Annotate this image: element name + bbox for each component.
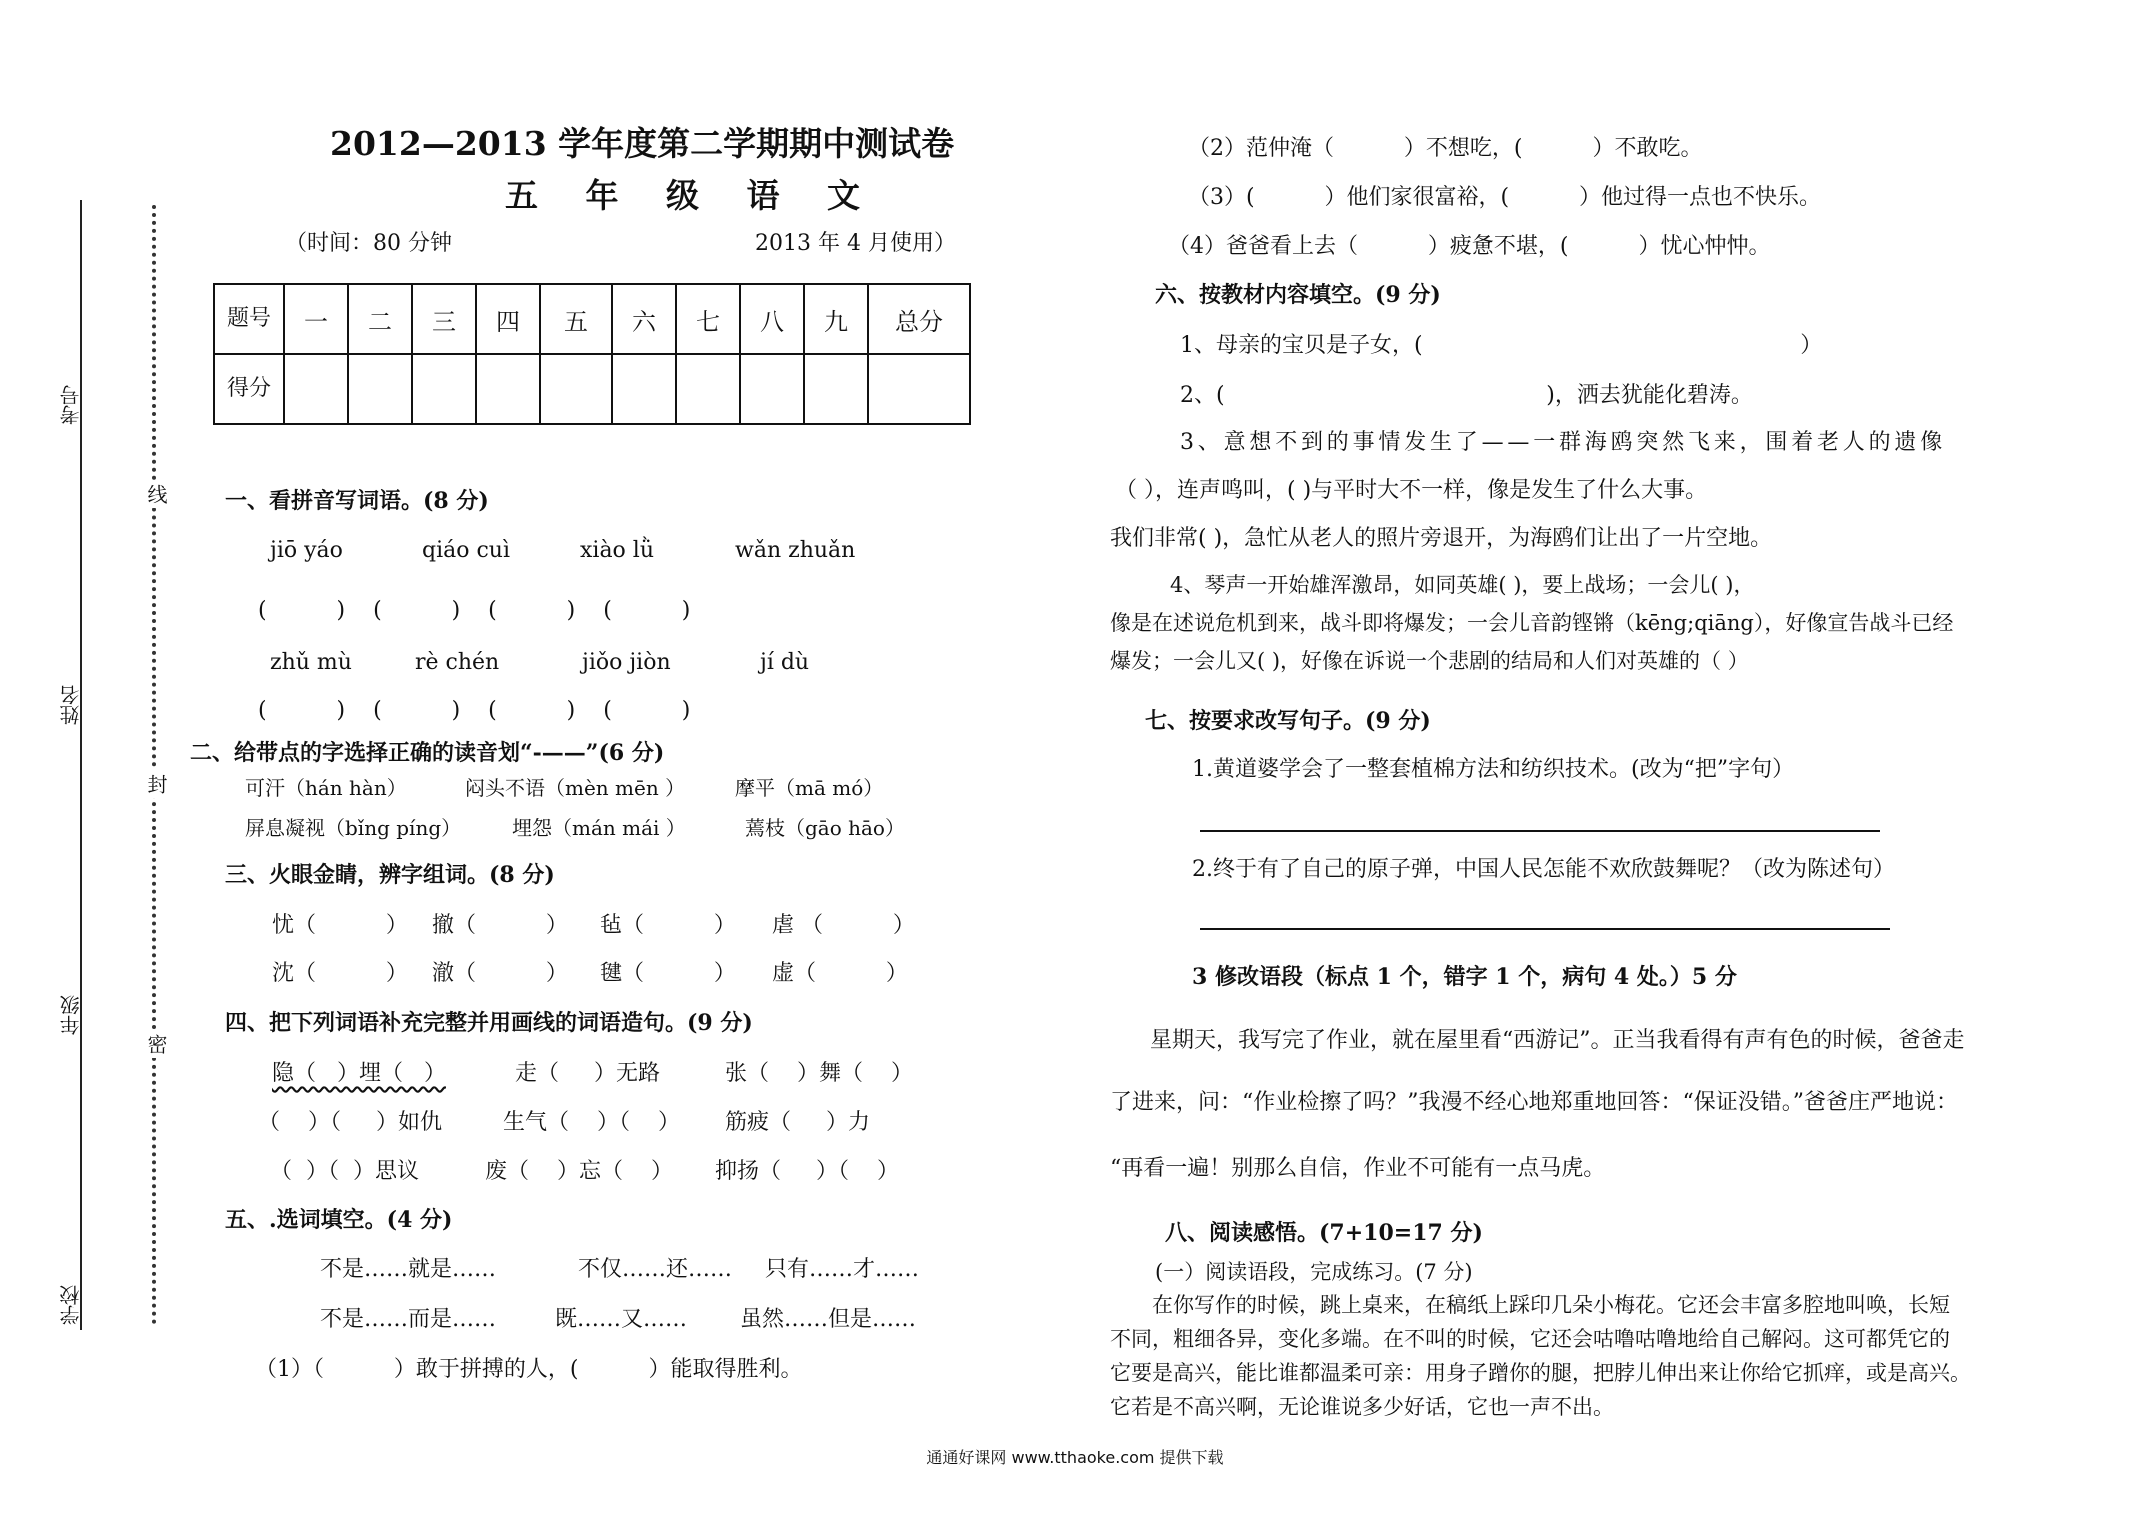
conjunction-option: 不是……就是…… — [320, 1257, 497, 1282]
reading-item: 闷头不语（mèn mēn ） — [465, 776, 686, 800]
idiom-item[interactable]: 生气（ ）（ ） — [503, 1110, 680, 1135]
idiom-item[interactable]: （ ）（ ）如仇 — [258, 1110, 442, 1135]
reading-paragraph-line: 在你写作的时候，跳上桌来，在稿纸上踩印几朵小梅花。它还会丰富多腔地叫唤，长短 — [1152, 1293, 1950, 1317]
pinyin-item: wǎn zhuǎn — [735, 538, 856, 563]
fill-in-paragraph: 像是在述说危机到来，战斗即将爆发；一会儿音韵铿锵（kēng;qiāng），好像宣告战斗已经 — [1110, 611, 1954, 635]
fill-in-question[interactable]: 1、母亲的宝贝是子女，( ） — [1180, 333, 1823, 358]
footer-credit: 通通好课网 www.tthaoke.com 提供下载 — [926, 1448, 1224, 1467]
idiom-item[interactable]: 走（ ）无路 — [515, 1061, 660, 1086]
rewrite-question: 2.终于有了自己的原子弹，中国人民怎能不欢欣鼓舞呢？（改为陈述句） — [1192, 857, 1895, 882]
word-group-item[interactable]: 毡（ ） — [600, 913, 736, 938]
fill-in-question[interactable]: （3）( ）他们家很富裕，( ）他过得一点也不快乐。 — [1188, 185, 1822, 210]
seal-char-seal: 封 — [142, 770, 171, 798]
score-col-6: 六 — [612, 284, 676, 354]
score-col-9: 九 — [804, 284, 868, 354]
reading-item: 摩平（mā mó） — [735, 776, 884, 800]
reading-paragraph-line: 不同，粗细各异，变化多端。在不叫的时候，它还会咕噜咕噜地给自己解闷。这可都凭它的 — [1110, 1327, 1950, 1351]
edit-paragraph-line: 星期天，我写完了作业，就在屋里看“西游记”。正当我看得有声有色的时候，爸爸走 — [1150, 1028, 1965, 1053]
edit-paragraph-line: 了进来，问：“作业检擦了吗？”我漫不经心地郑重地回答：“保证没错。”爸爸庄严地说： — [1110, 1090, 1958, 1115]
pinyin-item: jiō yáo — [270, 538, 343, 563]
idiom-item[interactable]: （ ）（ ）思议 — [270, 1159, 419, 1184]
conjunction-option: 虽然……但是…… — [740, 1307, 917, 1332]
pinyin-item: jí dù — [760, 650, 810, 675]
score-cell[interactable] — [804, 354, 868, 424]
fill-in-paragraph: 3、意想不到的事情发生了——一群海鸥突然飞来，围着老人的遗像 — [1180, 430, 1946, 455]
exam-subtitle: 五 年 级 语 文 — [505, 176, 878, 215]
score-col-8: 八 — [740, 284, 804, 354]
conjunction-option: 既……又…… — [555, 1307, 688, 1332]
reading-item: 蔫枝（gāo hāo） — [745, 816, 905, 840]
exam-usage: 2013 年 4 月使用） — [755, 231, 956, 256]
reading-paragraph-line: 它要是高兴，能比谁都温柔可亲：用身子蹭你的腿，把脖儿伸出来让你给它抓痒，或是高兴。 — [1110, 1361, 1971, 1385]
seal-char-line: 线 — [142, 480, 171, 508]
pinyin-item: xiào lǜ — [580, 538, 655, 563]
score-col-7: 七 — [676, 284, 740, 354]
label-school: 学校 — [59, 1285, 83, 1325]
fill-in-paragraph[interactable]: 爆发；一会儿又( )，好像在诉说一个悲剧的结局和人们对英雄的（ ） — [1110, 649, 1749, 673]
conjunction-option: 只有……才…… — [765, 1257, 920, 1282]
exam-title: 2012—2013 学年度第二学期期中测试卷 — [330, 124, 955, 163]
exam-time: （时间：80 分钟 — [285, 231, 452, 256]
answer-blanks-row[interactable]: ( ) ( ) ( ) ( ) — [258, 698, 691, 723]
section-8-heading: 八、阅读感悟。(7+10=17 分) — [1165, 1220, 1483, 1246]
reading-item: 屏息凝视（bǐng píng） — [245, 816, 462, 840]
word-group-item[interactable]: 虐 （ ） — [772, 913, 915, 938]
fill-in-question[interactable]: （4）爸爸看上去（ ）疲惫不堪，( ）忧心忡忡。 — [1168, 234, 1771, 259]
label-name: 姓名 — [59, 685, 83, 725]
score-col-1: 一 — [284, 284, 348, 354]
section-3-heading: 三、火眼金睛，辨字组词。(8 分) — [225, 862, 555, 888]
idiom-item[interactable]: 废（ ）忘（ ） — [485, 1159, 673, 1184]
score-col-total: 总分 — [868, 284, 970, 354]
score-cell[interactable] — [476, 354, 540, 424]
fill-in-paragraph[interactable]: （ ），连声鸣叫，( )与平时大不一样，像是发生了什么大事。 — [1115, 478, 1708, 503]
score-col-5: 五 — [540, 284, 612, 354]
score-col-4: 四 — [476, 284, 540, 354]
answer-blanks-row[interactable]: ( ) ( ) ( ) ( ) — [258, 598, 691, 623]
rewrite-question: 1.黄道婆学会了一整套植棉方法和纺织技术。(改为“把”字句） — [1192, 757, 1795, 782]
score-col-3: 三 — [412, 284, 476, 354]
seal-char-secret: 密 — [142, 1030, 171, 1058]
score-cell[interactable] — [676, 354, 740, 424]
pinyin-item: jiǒo jiòn — [582, 650, 671, 675]
score-row-label-number: 题号 — [214, 284, 284, 354]
section-7-heading: 七、按要求改写句子。(9 分) — [1145, 708, 1431, 734]
fill-in-question[interactable]: 2、( )，洒去犹能化碧涛。 — [1180, 383, 1753, 408]
word-group-item[interactable]: 忧（ ） — [272, 913, 408, 938]
fill-in-question[interactable]: （2）范仲淹（ ）不想吃，( ）不敢吃。 — [1188, 136, 1703, 161]
conjunction-option: 不仅……还…… — [578, 1257, 733, 1282]
score-cell[interactable] — [348, 354, 412, 424]
section-8-sub: (一）阅读语段，完成练习。(7 分) — [1155, 1260, 1473, 1284]
answer-line[interactable] — [1200, 928, 1890, 930]
idiom-item-underlined[interactable]: 隐（ ）埋（ ） — [272, 1061, 446, 1086]
conjunction-option: 不是……而是…… — [320, 1307, 497, 1332]
section-5-heading: 五、.选词填空。(4 分) — [225, 1207, 453, 1233]
word-group-item[interactable]: 毽（ ） — [600, 961, 736, 986]
answer-line[interactable] — [1200, 830, 1880, 832]
score-cell[interactable] — [868, 354, 970, 424]
binding-line — [80, 200, 82, 1330]
pinyin-item: qiáo cuì — [422, 538, 510, 563]
fill-in-paragraph[interactable]: 4、琴声一开始雄浑激昂，如同英雄( )，要上战场；一会儿( )， — [1170, 573, 1755, 597]
score-cell[interactable] — [612, 354, 676, 424]
section-2-heading: 二、给带点的字选择正确的读音划“-——”(6 分) — [190, 740, 665, 766]
seal-dotted-line — [152, 205, 156, 1325]
score-cell[interactable] — [540, 354, 612, 424]
section-7-3-heading: 3 修改语段（标点 1 个，错字 1 个，病句 4 处。）5 分 — [1192, 964, 1737, 990]
section-6-heading: 六、按教材内容填空。(9 分) — [1155, 282, 1441, 308]
word-group-item[interactable]: 澈（ ） — [432, 961, 568, 986]
word-group-item[interactable]: 撤（ ） — [432, 913, 568, 938]
score-row-label-score: 得分 — [214, 354, 284, 424]
fill-in-question[interactable]: （1）（ ）敢于拼搏的人，( ）能取得胜利。 — [255, 1357, 803, 1382]
pinyin-item: zhǔ mù — [270, 650, 352, 675]
pinyin-item: rè chén — [415, 650, 500, 675]
label-grade: 年级 — [59, 995, 83, 1035]
section-4-heading: 四、把下列词语补充完整并用画线的词语造句。(9 分) — [225, 1010, 753, 1036]
idiom-item[interactable]: 筋疲（ ）力 — [725, 1110, 870, 1135]
idiom-item[interactable]: 抑扬（ ）（ ） — [715, 1159, 899, 1184]
idiom-item[interactable]: 张（ ）舞（ ） — [725, 1061, 913, 1086]
score-col-2: 二 — [348, 284, 412, 354]
score-cell[interactable] — [412, 354, 476, 424]
reading-item: 埋怨（mán mái ） — [512, 816, 686, 840]
edit-paragraph-line: “再看一遍！别那么自信，作业不可能有一点马虎。 — [1110, 1156, 1606, 1181]
section-1-heading: 一、看拼音写词语。(8 分) — [225, 488, 489, 514]
score-table — [213, 283, 971, 425]
reading-paragraph-line: 它若是不高兴啊，无论谁说多少好话，它也一声不出。 — [1110, 1395, 1614, 1419]
reading-item: 可汗（hán hàn） — [245, 776, 407, 800]
fill-in-paragraph[interactable]: 我们非常( )，急忙从老人的照片旁退开，为海鸥们让出了一片空地。 — [1110, 526, 1773, 551]
label-exam-number: 考号 — [59, 385, 83, 425]
word-group-item[interactable]: 沈（ ） — [272, 961, 408, 986]
word-group-item[interactable]: 虚（ ） — [772, 961, 908, 986]
score-cell[interactable] — [284, 354, 348, 424]
score-cell[interactable] — [740, 354, 804, 424]
